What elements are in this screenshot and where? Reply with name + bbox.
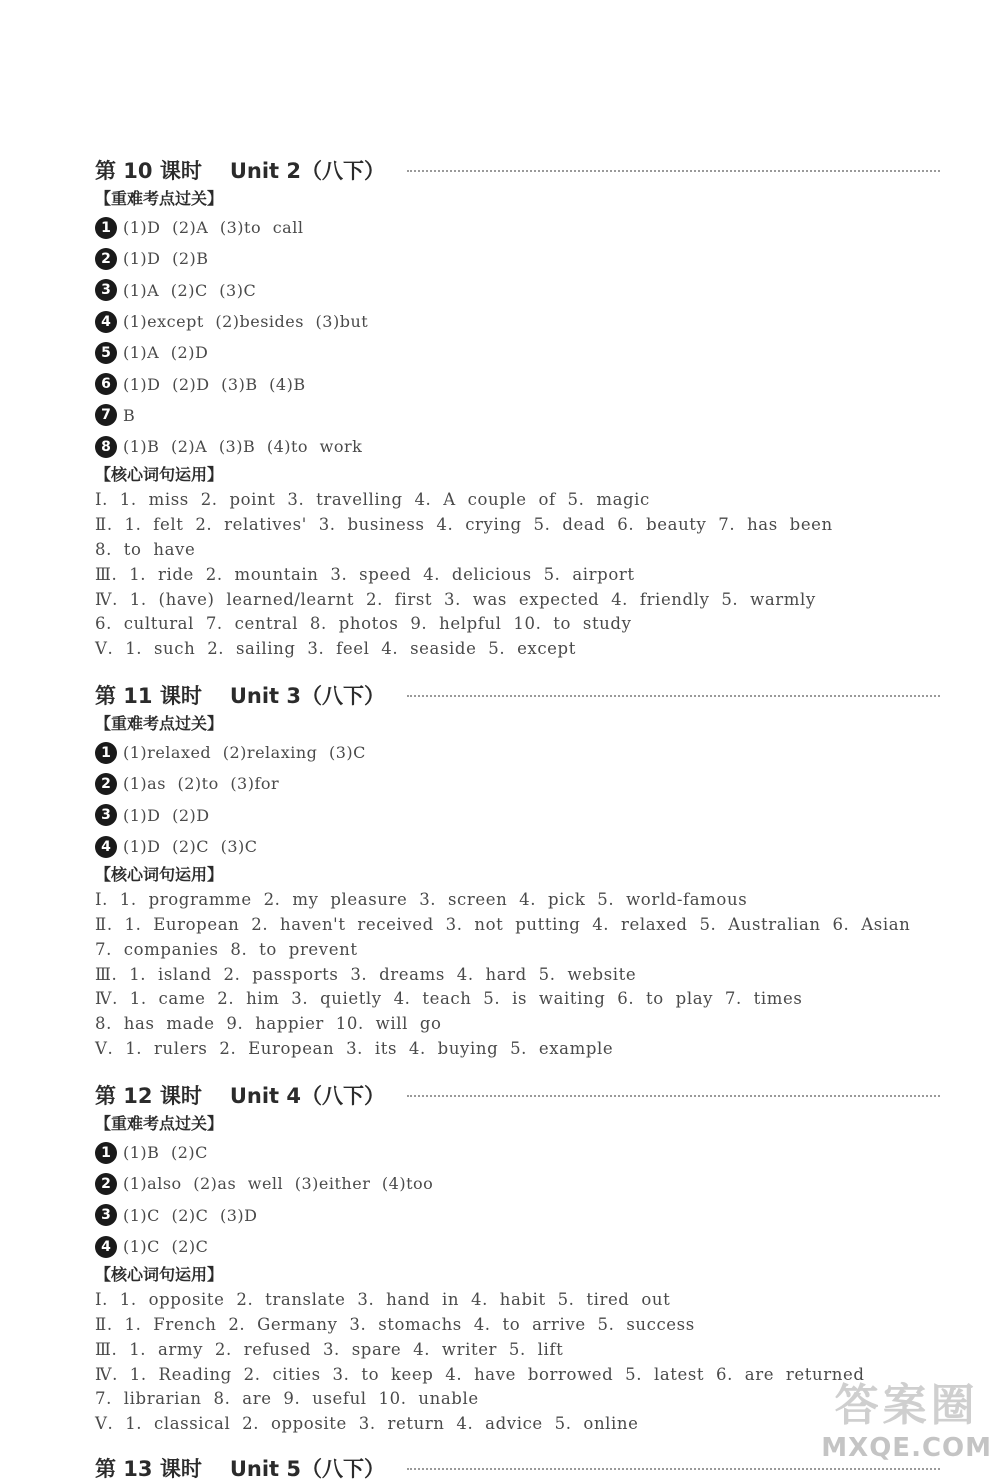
core-words-line: Ⅰ. 1. miss 2. point 3. travelling 4. A couple of 5. magic (95, 490, 650, 510)
lesson-title (95, 680, 385, 710)
lesson-title-row (95, 1079, 940, 1111)
lesson-number: 第 13 课时 (95, 1457, 202, 1481)
key-point-item (95, 212, 940, 243)
circled-number-icon: 3 (95, 279, 117, 301)
key-points-list (95, 1137, 940, 1262)
core-words-line: 7. companies 8. to prevent (95, 939, 358, 959)
lesson-title-row (95, 679, 940, 711)
lesson-title-row (95, 1452, 940, 1484)
circled-number-icon: 2 (95, 1173, 117, 1195)
key-point-item (95, 800, 940, 831)
circled-number-icon: 1 (95, 1142, 117, 1164)
core-words-line: Ⅳ. 1. came 2. him 3. quietly 4. teach 5. is waiting 6. to play 7. times (95, 989, 803, 1009)
unit-name: Unit 3（八下） (229, 684, 386, 708)
lesson-10-section (95, 154, 940, 662)
core-words-line: 8. to have (95, 539, 196, 559)
core-words-line: Ⅱ. 1. felt 2. relatives' 3. business 4. crying 5. dead 6. beauty 7. has been (95, 515, 833, 535)
circled-number-icon: 1 (95, 742, 117, 764)
circled-number-icon: 4 (95, 311, 117, 333)
key-point-answer: (1)B (2)A (3)B (4)to work (123, 437, 363, 457)
key-point-item (95, 337, 940, 368)
key-point-answer: (1)relaxed (2)relaxing (3)C (123, 743, 366, 763)
site-watermark (821, 1369, 992, 1463)
circled-number-icon: 6 (95, 373, 117, 395)
unit-name: Unit 5（八下） (229, 1457, 386, 1481)
unit-name: Unit 4（八下） (229, 1084, 386, 1108)
key-point-answer: (1)D (2)D (123, 805, 210, 825)
key-point-item (95, 243, 940, 274)
key-point-answer: (1)D (2)A (3)to call (123, 218, 304, 238)
watermark-url: MXQE.COM (821, 1433, 992, 1463)
circled-number-icon: 3 (95, 1204, 117, 1226)
core-words-list (95, 1288, 940, 1437)
lesson-title (95, 1080, 385, 1110)
core-words-line: Ⅲ. 1. ride 2. mountain 3. speed 4. delicious 5. airport (95, 564, 635, 584)
core-words-heading: 【核心词句运用】 (95, 465, 224, 485)
key-points-heading: 【重难考点过关】 (95, 1114, 224, 1133)
leader-dots (407, 1468, 940, 1470)
core-words-heading: 【核心词句运用】 (95, 865, 224, 885)
key-point-answer: (1)C (2)C (123, 1237, 209, 1257)
core-words-line: 6. cultural 7. central 8. photos 9. helpful 10. to study (95, 614, 632, 634)
key-point-item (95, 306, 940, 337)
circled-number-icon: 8 (95, 436, 117, 458)
key-point-item (95, 1231, 940, 1262)
leader-dots (407, 170, 940, 172)
lesson-title (95, 1453, 385, 1483)
core-words-list (95, 888, 940, 1062)
circled-number-icon: 7 (95, 404, 117, 426)
key-point-answer: (1)as (2)to (3)for (123, 774, 280, 794)
key-point-answer: (1)B (2)C (123, 1143, 208, 1163)
lesson-number: 第 11 课时 (95, 684, 202, 708)
lesson-11-section (95, 679, 940, 1062)
lesson-number: 第 12 课时 (95, 1084, 202, 1108)
lesson-title-row (95, 154, 940, 186)
core-words-line: Ⅰ. 1. programme 2. my pleasure 3. screen 4. pick 5. world-famous (95, 890, 748, 910)
lesson-title (95, 155, 385, 185)
key-point-answer: (1)also (2)as well (3)either (4)too (123, 1174, 434, 1194)
watermark-logo-text: 答案圈 (834, 1380, 979, 1431)
key-point-answer: (1)A (2)D (123, 343, 209, 363)
circled-number-icon: 4 (95, 836, 117, 858)
key-point-answer: B (123, 405, 136, 425)
key-point-item (95, 368, 940, 399)
core-words-line: Ⅳ. 1. Reading 2. cities 3. to keep 4. have borrowed 5. latest 6. are returned (95, 1364, 865, 1384)
circled-number-icon: 5 (95, 342, 117, 364)
key-point-answer: (1)except (2)besides (3)but (123, 312, 369, 332)
key-point-item (95, 1200, 940, 1231)
key-points-heading: 【重难考点过关】 (95, 714, 224, 733)
core-words-line: Ⅳ. 1. (have) learned/learnt 2. first 3. was expected 4. friendly 5. warmly (95, 589, 816, 609)
unit-name: Unit 2（八下） (229, 159, 386, 183)
key-points-heading: 【重难考点过关】 (95, 189, 224, 208)
lesson-13-section (95, 1452, 940, 1484)
key-point-item (95, 275, 940, 306)
core-words-line: Ⅲ. 1. army 2. refused 3. spare 4. writer 5. lift (95, 1339, 564, 1359)
leader-dots (407, 695, 940, 697)
circled-number-icon: 3 (95, 804, 117, 826)
key-points-list (95, 737, 940, 862)
key-point-item (95, 400, 940, 431)
core-words-line: Ⅴ. 1. rulers 2. European 3. its 4. buying 5. example (95, 1038, 614, 1058)
key-point-item (95, 431, 940, 462)
circled-number-icon: 2 (95, 773, 117, 795)
key-point-answer: (1)D (2)C (3)C (123, 837, 258, 857)
core-words-line: Ⅲ. 1. island 2. passports 3. dreams 4. hard 5. website (95, 964, 637, 984)
key-point-item (95, 1137, 940, 1168)
key-point-item (95, 831, 940, 862)
lesson-number: 第 10 课时 (95, 159, 202, 183)
key-point-answer: (1)A (2)C (3)C (123, 280, 257, 300)
core-words-line: 8. has made 9. happier 10. will go (95, 1014, 442, 1034)
lesson-12-section (95, 1079, 940, 1437)
key-point-item (95, 768, 940, 799)
key-point-item (95, 1168, 940, 1199)
core-words-line: Ⅱ. 1. European 2. haven't received 3. not putting 4. relaxed 5. Australian 6. Asian (95, 914, 911, 934)
core-words-line: 7. librarian 8. are 9. useful 10. unable (95, 1389, 479, 1409)
core-words-list (95, 488, 940, 662)
key-points-list (95, 212, 940, 462)
core-words-line: Ⅰ. 1. opposite 2. translate 3. hand in 4. habit 5. tired out (95, 1290, 671, 1310)
circled-number-icon: 4 (95, 1236, 117, 1258)
key-point-answer: (1)D (2)B (123, 249, 209, 269)
key-point-item (95, 737, 940, 768)
core-words-line: Ⅱ. 1. French 2. Germany 3. stomachs 4. to arrive 5. success (95, 1314, 695, 1334)
leader-dots (407, 1095, 940, 1097)
circled-number-icon: 1 (95, 217, 117, 239)
key-point-answer: (1)C (2)C (3)D (123, 1205, 258, 1225)
core-words-heading: 【核心词句运用】 (95, 1265, 224, 1285)
key-point-answer: (1)D (2)D (3)B (4)B (123, 374, 306, 394)
circled-number-icon: 2 (95, 248, 117, 270)
core-words-line: Ⅴ. 1. such 2. sailing 3. feel 4. seaside 5. except (95, 639, 576, 659)
core-words-line: Ⅴ. 1. classical 2. opposite 3. return 4. advice 5. online (95, 1414, 639, 1434)
